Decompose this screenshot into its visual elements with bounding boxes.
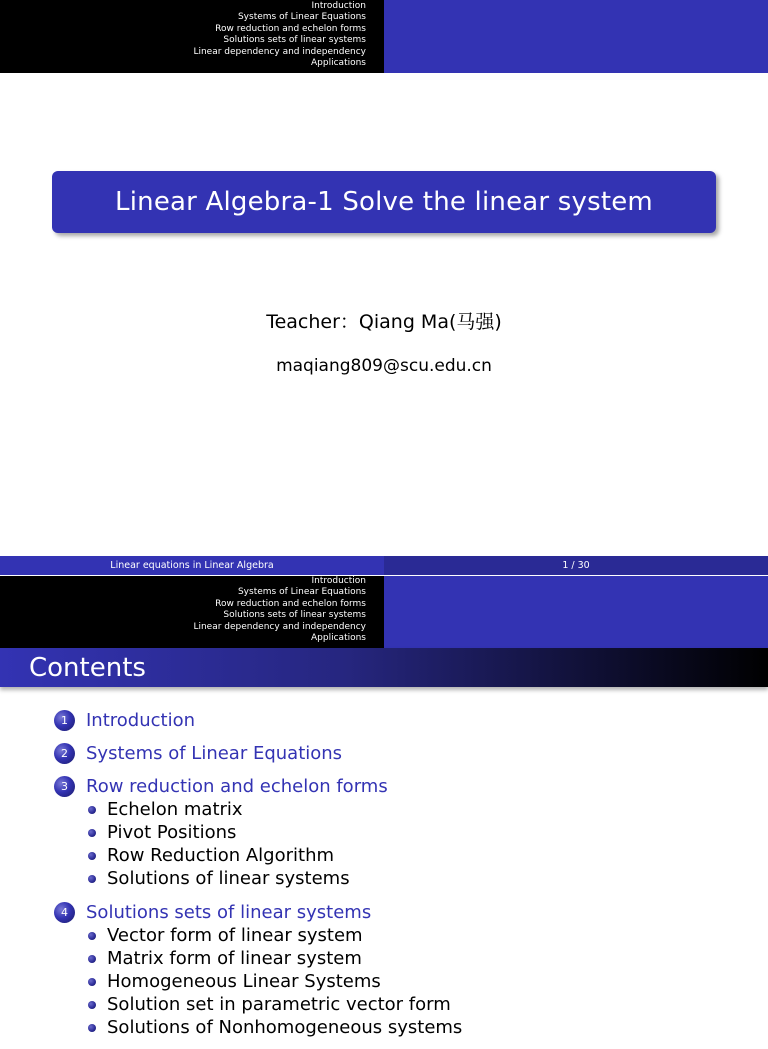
toc-subsection-list	[54, 924, 754, 1039]
toc-subsection-label[interactable]: Solution set in parametric vector form	[107, 994, 451, 1015]
section-number-ball: 1	[54, 710, 75, 731]
section-nav-list-2	[0, 576, 384, 648]
toc-subsection[interactable]	[88, 924, 754, 947]
toc-subsection-label[interactable]: Solutions of linear systems	[107, 868, 350, 889]
footer-bar	[0, 556, 768, 575]
nav-bar-right-panel-2	[384, 576, 768, 648]
toc-subsection-label[interactable]: Matrix form of linear system	[107, 948, 362, 969]
nav-bar-right-panel	[384, 0, 768, 73]
bullet-icon	[88, 852, 96, 860]
nav-item-introduction[interactable]: Introduction	[311, 576, 366, 586]
toc-section-label[interactable]: Systems of Linear Equations	[86, 742, 343, 764]
toc-section-solution-sets[interactable]	[54, 900, 754, 924]
toc-subsection-label[interactable]: Pivot Positions	[107, 822, 237, 843]
presentation-title: Linear Algebra-1 Solve the linear system	[115, 187, 653, 217]
toc-section-label[interactable]: Row reduction and echelon forms	[86, 775, 388, 797]
toc-subsection-label[interactable]: Echelon matrix	[107, 799, 243, 820]
section-nav-list	[0, 0, 384, 73]
section-number-ball: 3	[54, 776, 75, 797]
table-of-contents	[54, 708, 754, 1049]
nav-item-applications[interactable]: Applications	[311, 58, 366, 69]
bullet-icon	[88, 875, 96, 883]
teacher-name: Teacher：Qiang Ma(马强)	[266, 311, 502, 333]
toc-subsection[interactable]	[88, 844, 754, 867]
toc-section-row-reduction[interactable]	[54, 774, 754, 798]
toc-subsection[interactable]	[88, 821, 754, 844]
bullet-icon	[88, 829, 96, 837]
toc-subsection[interactable]	[88, 867, 754, 890]
toc-subsection[interactable]	[88, 970, 754, 993]
nav-item-linear-dependency[interactable]: Linear dependency and independency	[193, 621, 366, 632]
nav-item-row-reduction[interactable]: Row reduction and echelon forms	[215, 23, 366, 34]
toc-subsection[interactable]	[88, 1016, 754, 1039]
toc-subsection-label[interactable]: Row Reduction Algorithm	[107, 845, 335, 866]
nav-item-applications[interactable]: Applications	[311, 633, 366, 644]
nav-item-systems[interactable]: Systems of Linear Equations	[237, 587, 366, 598]
section-navigation-bar-2	[0, 576, 768, 648]
bullet-icon	[88, 1001, 96, 1009]
nav-item-solution-sets[interactable]: Solutions sets of linear systems	[223, 610, 366, 621]
toc-section-introduction[interactable]	[54, 708, 754, 732]
bullet-icon	[88, 955, 96, 963]
page-number: 1 / 30	[384, 556, 768, 575]
toc-section-label[interactable]: Introduction	[86, 709, 196, 731]
nav-item-solution-sets[interactable]: Solutions sets of linear systems	[223, 35, 366, 46]
section-navigation-bar	[0, 0, 768, 73]
frame-title-bar	[0, 648, 768, 687]
toc-subsection[interactable]	[88, 798, 754, 821]
section-number-ball: 2	[54, 743, 75, 764]
nav-item-systems[interactable]: Systems of Linear Equations	[237, 12, 366, 23]
footer-short-title: Linear equations in Linear Algebra	[0, 556, 384, 575]
bullet-icon	[88, 806, 96, 814]
toc-subsection[interactable]	[88, 947, 754, 970]
toc-section-systems[interactable]	[54, 741, 754, 765]
nav-item-row-reduction[interactable]: Row reduction and echelon forms	[215, 598, 366, 609]
toc-section-label[interactable]: Solutions sets of linear systems	[86, 901, 372, 923]
section-number-ball: 4	[54, 902, 75, 923]
toc-subsection-label[interactable]: Homogeneous Linear Systems	[107, 971, 381, 992]
toc-subsection-label[interactable]: Solutions of Nonhomogeneous systems	[107, 1017, 463, 1038]
teacher-email: maqiang809@scu.edu.cn	[276, 356, 492, 376]
nav-item-linear-dependency[interactable]: Linear dependency and independency	[193, 46, 366, 57]
title-block	[52, 171, 716, 233]
bullet-icon	[88, 1024, 96, 1032]
toc-subsection-label[interactable]: Vector form of linear system	[107, 925, 363, 946]
toc-subsection-list	[54, 798, 754, 890]
bullet-icon	[88, 932, 96, 940]
bullet-icon	[88, 978, 96, 986]
frame-title: Contents	[29, 652, 146, 683]
toc-subsection[interactable]	[88, 993, 754, 1016]
nav-item-introduction[interactable]: Introduction	[311, 1, 366, 11]
